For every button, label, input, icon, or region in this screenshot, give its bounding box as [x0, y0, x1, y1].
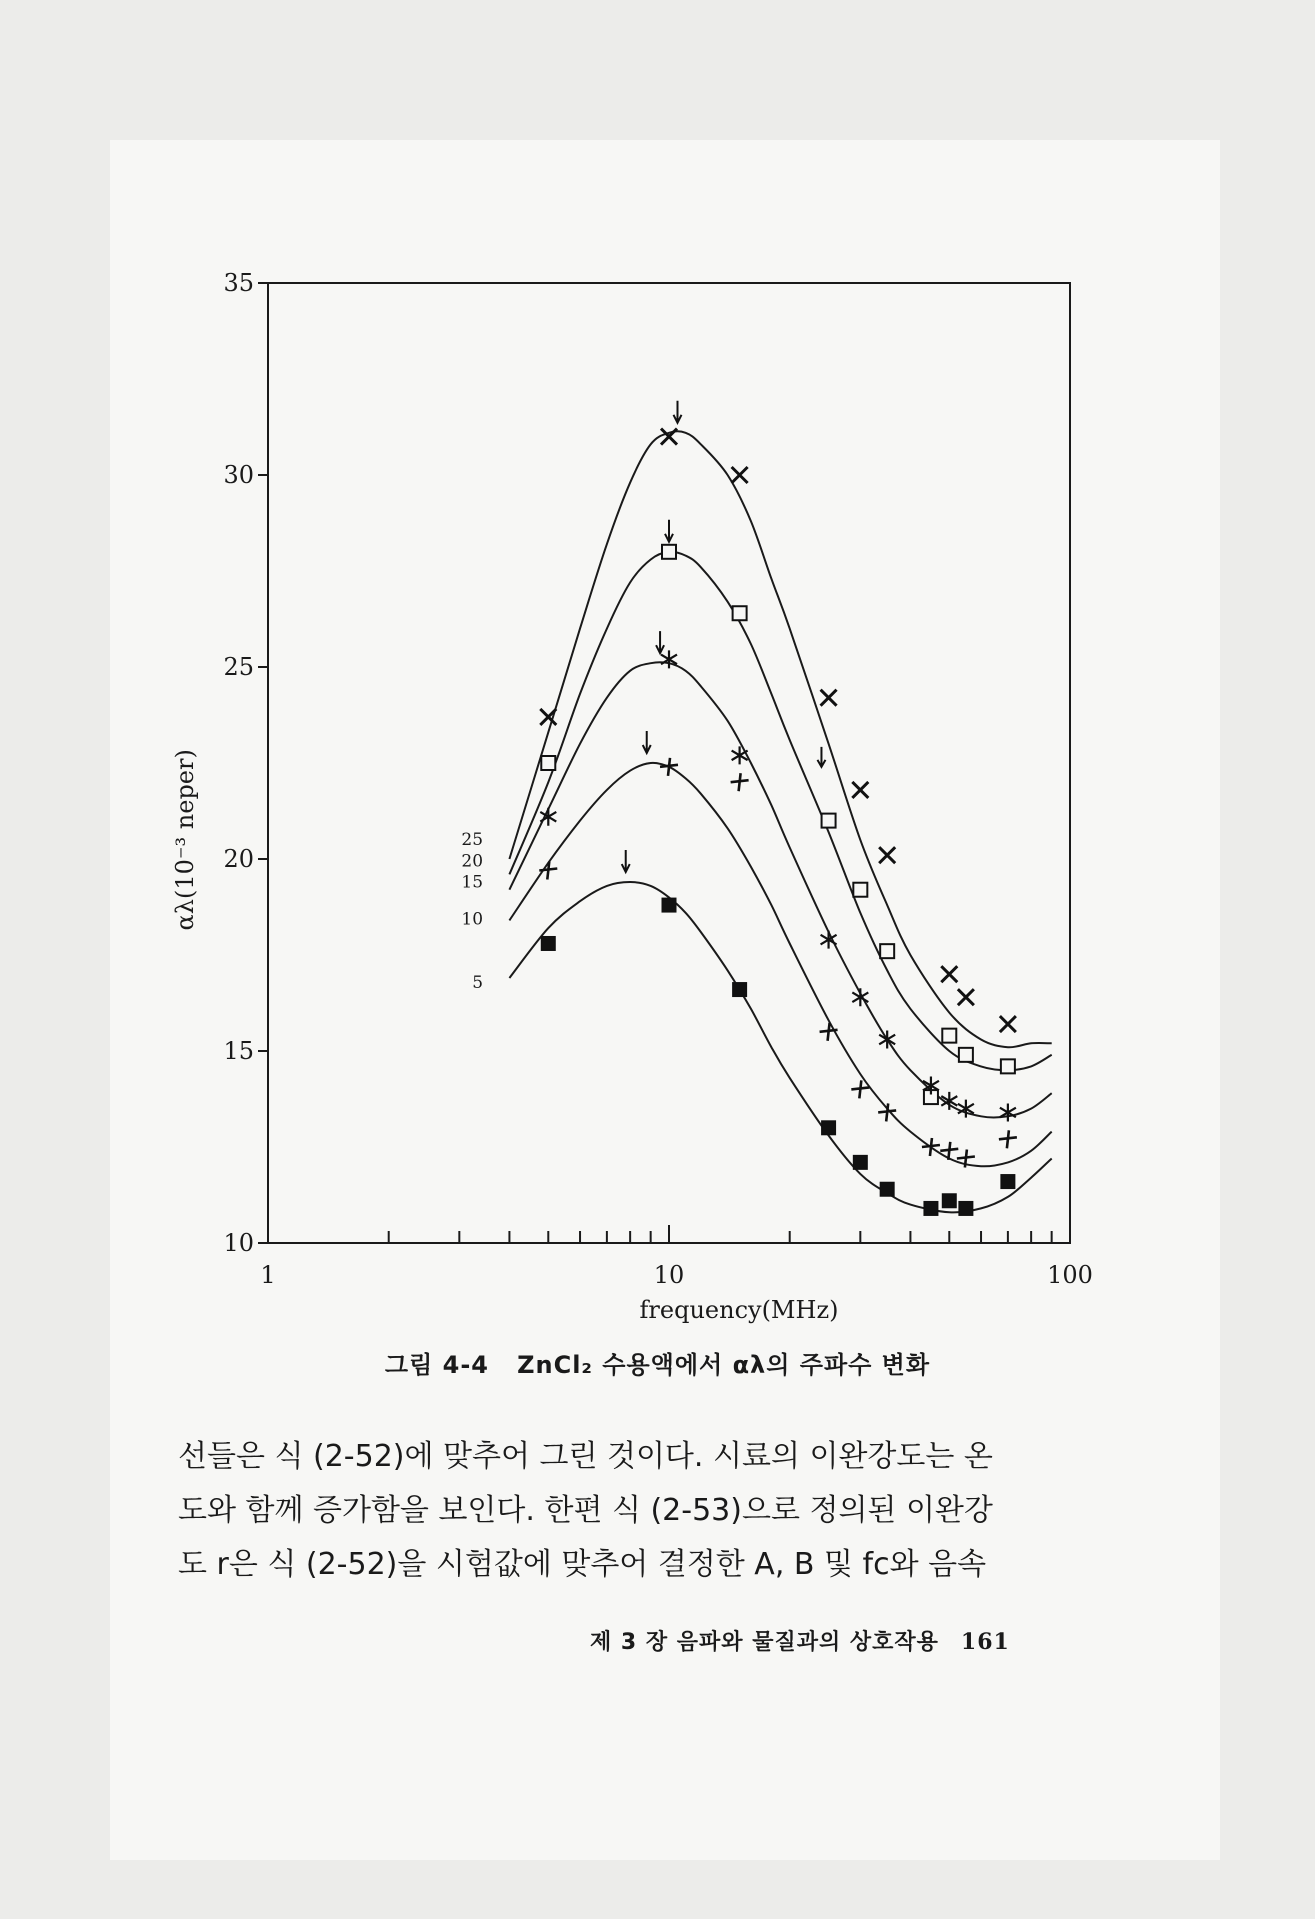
- caption-text: ZnCl₂ 수용액에서 αλ의 주파수 변화: [517, 1351, 931, 1379]
- data-point-x: [661, 429, 677, 445]
- data-point-square-open: [1001, 1059, 1015, 1073]
- peak-arrow: [665, 520, 673, 542]
- data-point-square-filled: [942, 1194, 956, 1208]
- x-tick-label: 100: [1047, 1261, 1093, 1289]
- page-footer: [590, 1625, 1010, 1656]
- data-point-x: [852, 782, 868, 798]
- figure-caption: [0, 1345, 1315, 1380]
- peak-arrow: [643, 731, 651, 753]
- caption-label: 그림 4-4: [384, 1351, 490, 1379]
- data-point-x: [732, 467, 748, 483]
- chapter-title: 제 3 장 음파와 물질과의 상호작용: [590, 1630, 939, 1655]
- data-point-plus: [539, 862, 557, 880]
- curve-label: 10: [461, 909, 484, 930]
- data-point-square-filled: [959, 1201, 973, 1215]
- x-tick-label: 1: [260, 1261, 276, 1289]
- curve-label: 25: [461, 830, 484, 850]
- data-point-square-filled: [880, 1182, 894, 1196]
- data-markers: [539, 401, 1017, 1216]
- data-point-x: [958, 989, 974, 1005]
- chart-axes: [171, 269, 1093, 1324]
- data-point-plus: [999, 1130, 1017, 1148]
- data-point-square-open: [822, 814, 836, 828]
- curve-label: 15: [461, 872, 484, 893]
- curve-label: 5: [472, 973, 484, 994]
- data-point-plus: [878, 1103, 896, 1121]
- peak-arrow: [656, 631, 664, 653]
- data-point-asterisk: [1000, 1103, 1016, 1121]
- data-point-asterisk: [821, 931, 837, 949]
- data-point-square-open: [880, 944, 894, 958]
- y-tick-label: 15: [223, 1037, 254, 1065]
- data-point-square-open: [959, 1048, 973, 1062]
- body-paragraph: [178, 1430, 1098, 1592]
- y-tick-label: 10: [223, 1229, 254, 1257]
- data-point-x: [821, 690, 837, 706]
- data-point-asterisk: [732, 746, 748, 764]
- data-point-square-filled: [541, 936, 555, 950]
- x-tick-label: 10: [653, 1261, 685, 1289]
- data-point-plus: [922, 1138, 940, 1156]
- peak-arrow: [622, 850, 630, 872]
- data-point-square-filled: [853, 1155, 867, 1169]
- data-point-plus: [731, 773, 749, 791]
- body-line: 선들은 식 (2-52)에 맞추어 그린 것이다. 시료의 이완강도는 온: [178, 1439, 993, 1474]
- peak-arrow: [673, 401, 681, 423]
- y-tick-label: 30: [223, 461, 254, 489]
- fit-curve-25: [509, 431, 1051, 1047]
- y-axis-label: αλ(10⁻³ neper): [171, 749, 199, 931]
- data-point-plus: [940, 1142, 958, 1160]
- peak-arrow: [817, 747, 825, 767]
- data-point-asterisk: [879, 1030, 895, 1048]
- data-point-square-filled: [662, 898, 676, 912]
- body-line: 도와 함께 증가함을 보인다. 한편 식 (2-53)으로 정의된 이완강: [178, 1493, 993, 1528]
- data-point-asterisk: [540, 808, 556, 826]
- data-point-x: [941, 966, 957, 982]
- chart-labels: [461, 830, 483, 993]
- data-point-square-filled: [733, 983, 747, 997]
- y-tick-label: 35: [223, 269, 254, 297]
- data-point-square-open: [662, 545, 676, 559]
- data-point-square-filled: [924, 1201, 938, 1215]
- data-point-square-open: [733, 606, 747, 620]
- body-line: 도 r은 식 (2-52)을 시험값에 맞추어 결정한 A, B 및 fc와 음속: [178, 1547, 987, 1582]
- curve-label: 20: [461, 851, 484, 872]
- y-tick-label: 20: [223, 845, 254, 873]
- page-number: 161: [960, 1629, 1010, 1655]
- data-point-x: [879, 847, 895, 863]
- fit-curves: [509, 431, 1051, 1212]
- data-point-square-filled: [1001, 1175, 1015, 1189]
- data-point-square-open: [541, 756, 555, 770]
- data-point-x: [1000, 1016, 1016, 1032]
- data-point-plus: [660, 758, 678, 776]
- data-point-square-open: [942, 1029, 956, 1043]
- data-point-square-open: [853, 883, 867, 897]
- y-tick-label: 25: [223, 653, 254, 681]
- data-point-square-filled: [822, 1121, 836, 1135]
- x-axis-label: frequency(MHz): [639, 1296, 839, 1324]
